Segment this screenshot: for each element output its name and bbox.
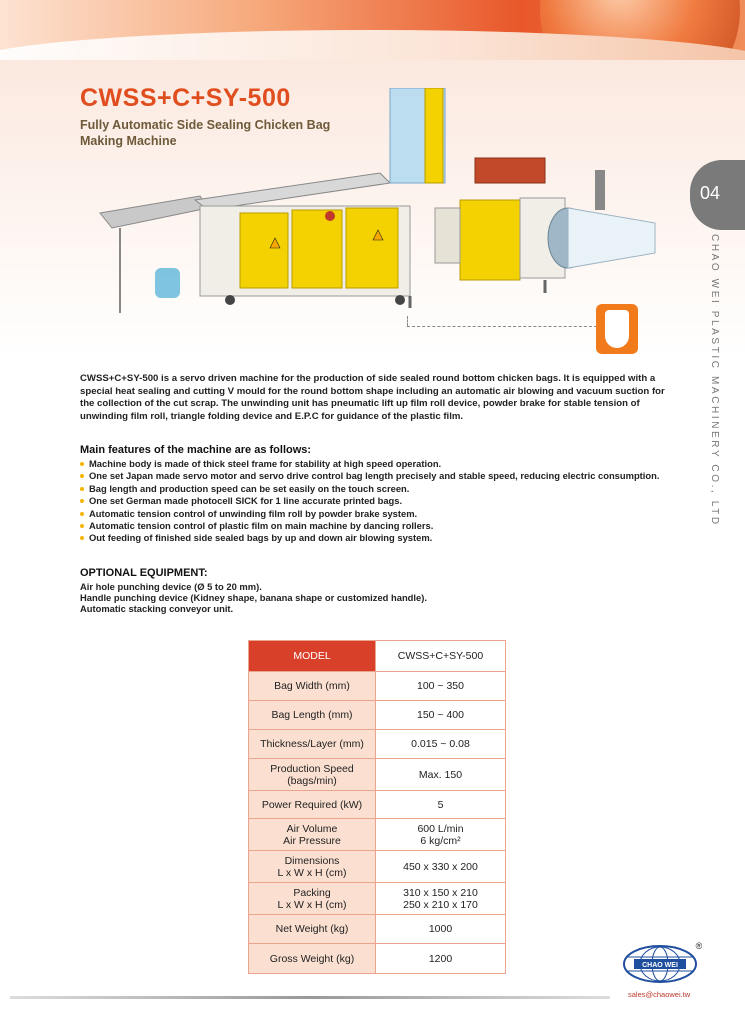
spec-value: 310 x 150 x 210 250 x 210 x 170 — [376, 883, 506, 915]
round-bottom-bag-icon — [596, 304, 638, 354]
spec-value: 600 L/min 6 kg/cm² — [376, 819, 506, 851]
spec-label: Thickness/Layer (mm) — [249, 730, 376, 759]
spec-label: Packing L x W x H (cm) — [249, 883, 376, 915]
features-heading: Main features of the machine are as follows: — [80, 444, 312, 456]
model-header: MODEL — [249, 641, 376, 672]
machine-illustration — [90, 88, 670, 348]
feature-item: Automatic tension control of plastic film on main machine by dancing rollers. — [80, 520, 700, 532]
table-row — [249, 701, 506, 730]
feature-item: Machine body is made of thick steel frame for stability at high speed operation. — [80, 458, 700, 470]
optional-equipment — [80, 581, 680, 614]
spec-value: 0.015 ~ 0.08 — [376, 730, 506, 759]
spec-label: Bag Width (mm) — [249, 672, 376, 701]
table-row — [249, 819, 506, 851]
product-subtitle: Fully Automatic Side Sealing Chicken Bag Making Machine — [80, 118, 331, 148]
spec-value: 100 ~ 350 — [376, 672, 506, 701]
spec-label: Power Required (kW) — [249, 791, 376, 819]
product-description: CWSS+C+SY-500 is a servo driven machine for the production of side sealed round bottom chicken bags. It is equipped with a special heat sealing and cutting V mould for the round bottom shape including an automatic air blowing and vacuum suction for the collection of the cut scrap. The unwinding unit has pneumatic lift up film roll device, powder brake for stable tension of unwinding film roll, triangle folding device and E.P.C for guidance of the plastic film. — [80, 373, 665, 422]
model-value: CWSS+C+SY-500 — [376, 641, 506, 672]
logo-text: CHAO WEI — [642, 962, 678, 969]
spec-label: Air Volume Air Pressure — [249, 819, 376, 851]
spec-label: Net Weight (kg) — [249, 915, 376, 944]
feature-item: One set Japan made servo motor and servo drive control bag length precisely and stable speed, reducing electric consumption. — [80, 470, 700, 482]
table-row — [249, 851, 506, 883]
table-header-row — [249, 641, 506, 672]
product-title: CWSS+C+SY-500 — [80, 84, 291, 112]
optional-item: Air hole punching device (Ø 5 to 20 mm). — [80, 581, 262, 592]
registered-mark: ® — [695, 941, 703, 951]
feature-item: Automatic tension control of unwinding film roll by powder brake system. — [80, 508, 700, 520]
footer-line — [10, 996, 610, 999]
spec-label: Dimensions L x W x H (cm) — [249, 851, 376, 883]
company-name-vertical: CHAO WEI PLASTIC MACHINERY CO., LTD — [709, 234, 720, 527]
callout-line-vertical — [407, 316, 408, 326]
top-banner — [0, 0, 745, 60]
callout-line — [407, 326, 597, 327]
spec-value: 1000 — [376, 915, 506, 944]
feature-item: Out feeding of finished side sealed bags by up and down air blowing system. — [80, 532, 700, 544]
feature-item: One set German made photocell SICK for 1 line accurate printed bags. — [80, 495, 700, 507]
spec-label: Production Speed (bags/min) — [249, 759, 376, 791]
spec-value: 150 ~ 400 — [376, 701, 506, 730]
table-row — [249, 883, 506, 915]
table-row — [249, 672, 506, 701]
optional-item: Handle punching device (Kidney shape, banana shape or customized handle). — [80, 592, 427, 603]
optional-heading: OPTIONAL EQUIPMENT: — [80, 567, 208, 579]
spec-value: 450 x 330 x 200 — [376, 851, 506, 883]
spec-value: 5 — [376, 791, 506, 819]
spec-label: Gross Weight (kg) — [249, 944, 376, 974]
spec-value: Max. 150 — [376, 759, 506, 791]
optional-item: Automatic stacking conveyor unit. — [80, 603, 234, 614]
sales-email: sales@chaowei.tw — [628, 990, 691, 999]
table-row — [249, 915, 506, 944]
spec-value: 1200 — [376, 944, 506, 974]
table-row — [249, 730, 506, 759]
feature-item: Bag length and production speed can be set easily on the touch screen. — [80, 483, 700, 495]
chao-wei-logo — [620, 940, 704, 985]
spec-label: Bag Length (mm) — [249, 701, 376, 730]
spec-table — [248, 640, 506, 974]
table-row — [249, 944, 506, 974]
table-row — [249, 759, 506, 791]
page-number: 04 — [700, 183, 721, 203]
table-row — [249, 791, 506, 819]
features-list — [80, 458, 700, 545]
